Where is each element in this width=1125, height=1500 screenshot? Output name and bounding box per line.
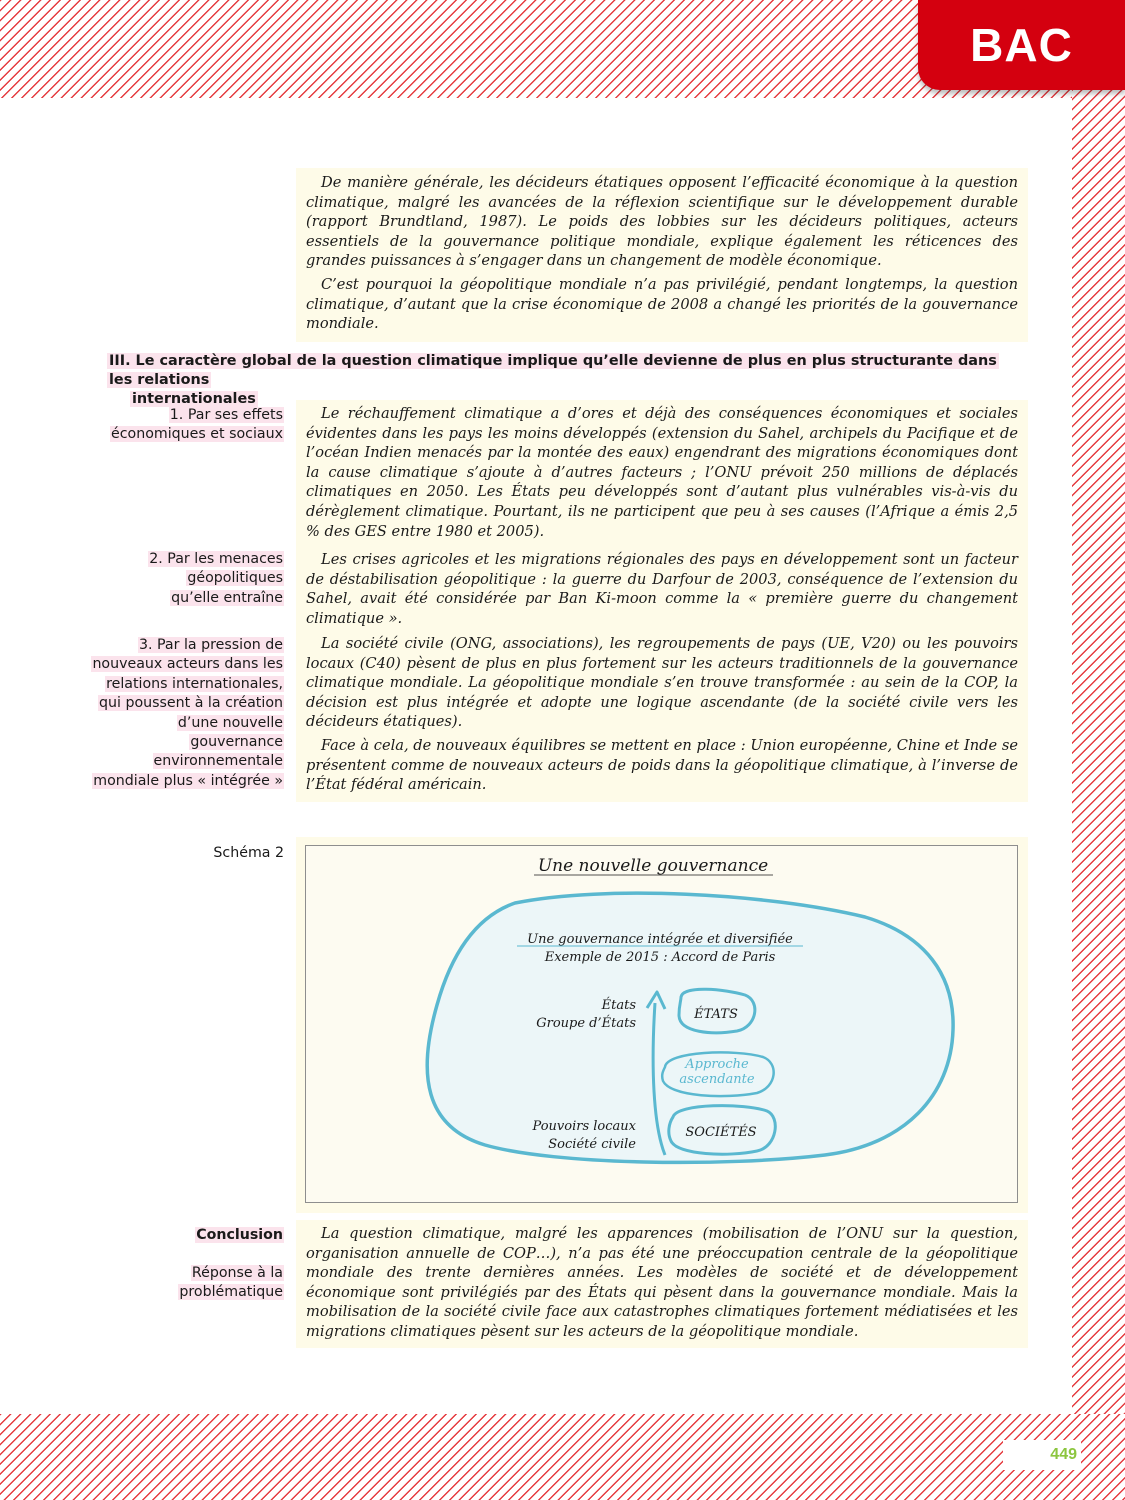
schema-title: Une nouvelle gouvernance [537,856,769,876]
part-3-paragraph-2: Face à cela, de nouveaux équilibres se mettent en place : Union européenne, Chine et Inde se présentent comme de nouveaux acteurs de poids dans la géopolitique climatique, à l’inverse de l’État fédéral américain. [306,736,1018,794]
part-3-text-block [296,630,1028,802]
bac-tab: BAC [918,0,1125,90]
part-2-label: 2. Par les menaces géopolitiques qu’elle entraîne [149,551,283,606]
conclusion-text-block [296,1220,1028,1348]
intro-text-block [296,168,1028,342]
conclusion-paragraph: La question climatique, malgré les apparences (mobilisation de l’ONU sur la question, organisation annuelle de COP…), n’a pas été une préoccupation centrale de la géopolitique mondiale des trente dernières années. Les modèles de société et de développement économique sont privilégiés par des États qui pèsent dans la gouvernance mondiale. Mais la mobilisation de la société civile face aux catastrophes climatiques fortement médiatisées et les migrations climatiques pèsent sur les acteurs de la géopolitique mondiale. [306,1225,1018,1340]
intro-paragraph-2: C’est pourquoi la géopolitique mondiale n’a pas privilégié, pendant longtemps, la question climatique, d’autant que la crise économique de 2008 a changé les priorités de la gouvernance mondiale. [306,275,1018,333]
part-3-label: 3. Par la pression de nouveaux acteurs dans les relations internationales, qui poussent à la création d’une nouvelle gouvernance environnementale mondiale plus « intégrée » [92,637,283,789]
part-2-text-block [296,546,1028,632]
inner-subtitle: Exemple de 2015 : Accord de Paris [544,950,776,965]
part-2-paragraph: Les crises agricoles et les migrations régionales des pays en développement sont un facteur de déstabilisation géopolitique : la guerre du Darfour de 2003, conséquence de l’extension du Sahel, avait été considérée par Ban Ki-moon comme la « première guerre du changement climatique ». [306,551,1018,627]
oval-approche-label-2: ascendante [679,1072,755,1087]
left-bottom-line-1: Pouvoirs locaux [532,1119,636,1134]
left-top-line-1: États [601,998,636,1013]
decorative-hatch-bottom [0,1414,1125,1500]
left-top-line-2: Groupe d’États [536,1016,636,1031]
schema-diagram [305,845,1018,1203]
part-1-paragraph: Le réchauffement climatique a d’ores et déjà des conséquences économiques et sociales évidentes dans les pays les moins développés (extension du Sahel, archipels du Pacifique et de l’océan Indien menacés par la montée des eaux) engendrant des migrations économiques dont la cause climatique s’ajoute à d’autres facteurs ; l’ONU prévoit 250 millions de déplacés climatiques en 2050. Les États peu développés sont d’autant plus vulnérables vis-à-vis du dérèglement climatique. Pourtant, ils ne participent que peu à ses causes (l’Afrique a émis 2,5 % des GES entre 1980 et 2005). [306,405,1018,540]
oval-approche-label-1: Approche [685,1057,749,1072]
intro-paragraph-1: De manière générale, les décideurs étatiques opposent l’efficacité économique à la question climatique, malgré les avancées de la réflexion scientifique sur le développement durable (rapport Brundtland, 1987). Le poids des lobbies sur les décideurs politiques, acteurs essentiels de la gouvernance politique mondiale, explique également les réticences des grandes puissances à s’engager dans un changement de modèle économique. [306,174,1018,270]
part-3-paragraph-1: La société civile (ONG, associations), les regroupements de pays (UE, V20) ou les pouvoirs locaux (C40) pèsent de plus en plus fortement sur les acteurs traditionnels de la gouvernance climatique mondiale. La géopolitique mondiale s’en trouve transformée : au sein de la COP, la décision est plus intégrée et adopte une logique ascendante (de la société civile vers les décideurs étatiques). [306,635,1018,731]
oval-etats-label: ÉTATS [694,1007,738,1022]
inner-title: Une gouvernance intégrée et diversifiée [527,932,793,947]
oval-societes-label: SOCIÉTÉS [685,1125,757,1140]
part-1-label: 1. Par ses effets économiques et sociaux [111,407,283,443]
page-number: 449 [1050,1446,1077,1463]
decorative-hatch-right [1072,0,1125,1500]
left-bottom-line-2: Société civile [548,1137,636,1152]
part-1-text-block [296,400,1028,546]
heading-line-1: III. Le caractère global de la question climatique implique qu’elle devienne de plus en plus structurante dans les relations [109,353,997,388]
conclusion-sublabel: Réponse à la problématique [179,1265,283,1301]
conclusion-label: Conclusion [196,1227,283,1243]
heading-line-2: internationales [132,391,256,407]
schema-label: Schéma 2 [213,845,284,861]
